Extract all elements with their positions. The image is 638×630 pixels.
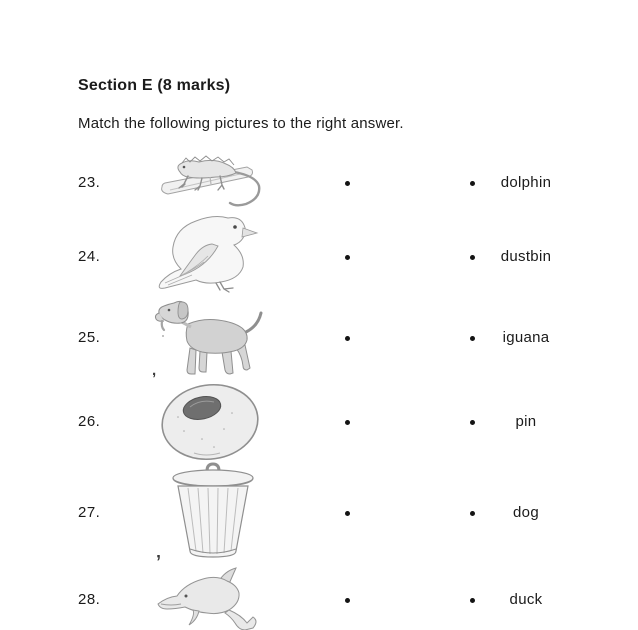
question-number: 23. xyxy=(78,174,101,191)
dove-picture xyxy=(150,212,268,294)
answer-word: dog xyxy=(513,504,539,521)
match-dot-left xyxy=(345,511,350,516)
match-dot-right xyxy=(470,420,475,425)
answer-word: duck xyxy=(509,591,543,608)
answer-word: pin xyxy=(515,413,537,430)
stray-mark: , xyxy=(152,362,157,379)
dog-picture xyxy=(152,296,264,380)
dustbin-picture xyxy=(170,461,256,561)
match-dot-right xyxy=(470,511,475,516)
match-dot-right xyxy=(470,598,475,603)
match-dot-right xyxy=(470,255,475,260)
question-number: 26. xyxy=(78,413,101,430)
match-dot-left xyxy=(345,336,350,341)
question-number: 24. xyxy=(78,248,101,265)
question-number: 25. xyxy=(78,329,101,346)
stray-mark: ’ xyxy=(156,552,162,572)
question-number: 27. xyxy=(78,504,101,521)
dolphin-picture xyxy=(155,567,273,630)
match-dot-left xyxy=(345,181,350,186)
answer-word: dolphin xyxy=(500,174,552,191)
pincushion-picture xyxy=(158,381,264,463)
match-dot-left xyxy=(345,598,350,603)
match-dot-left xyxy=(345,255,350,260)
answer-word: dustbin xyxy=(500,248,552,265)
question-number: 28. xyxy=(78,591,101,608)
match-dot-right xyxy=(470,336,475,341)
section-heading: Section E (8 marks) xyxy=(78,77,231,94)
instruction-text: Match the following pictures to the right answer. xyxy=(78,115,404,132)
answer-word: iguana xyxy=(502,329,550,346)
match-dot-right xyxy=(470,181,475,186)
match-dot-left xyxy=(345,420,350,425)
iguana-picture xyxy=(158,154,276,212)
